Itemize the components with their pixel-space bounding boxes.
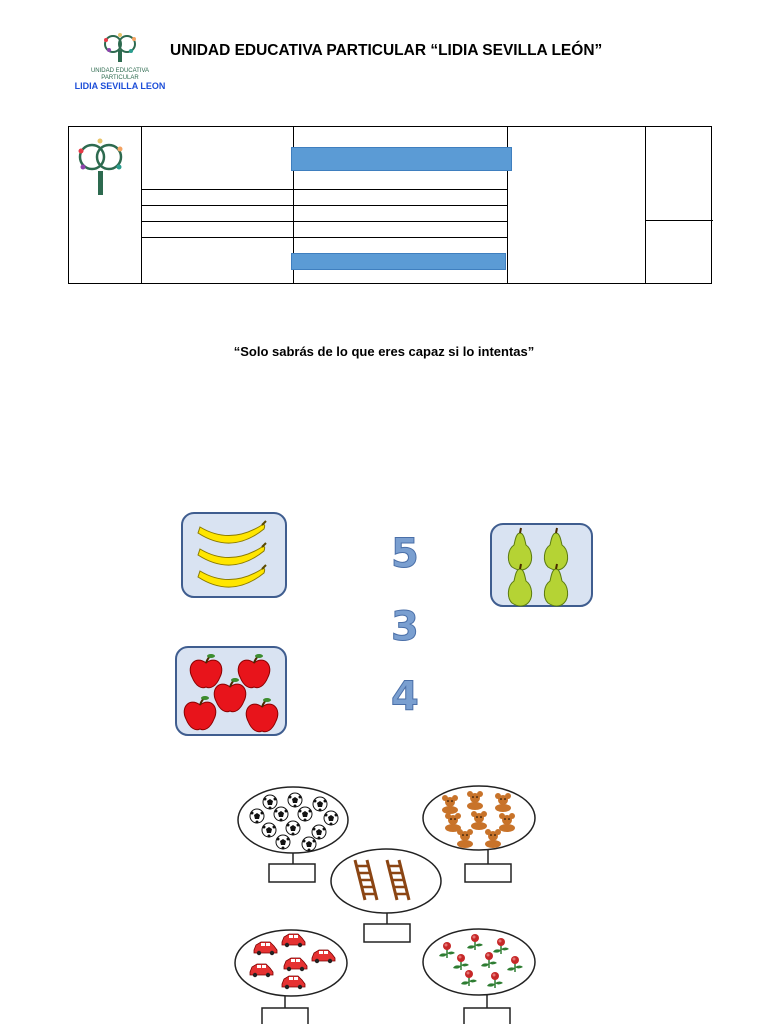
rose-group (423, 929, 535, 1024)
table-divider (141, 189, 507, 190)
table-divider (645, 220, 713, 221)
logo-text-2: PARTICULAR (101, 75, 139, 81)
ladder-group (331, 849, 441, 942)
motivational-quote: “Solo sabrás de lo que eres capaz si lo intentas” (233, 344, 535, 359)
table-divider (141, 237, 507, 238)
tree-logo-icon (104, 33, 136, 62)
table-divider (141, 205, 507, 206)
apple-card (176, 647, 286, 735)
header-blue-bar (291, 147, 512, 171)
answer-box[interactable] (269, 864, 315, 882)
teddy-bear-group (423, 786, 535, 882)
number-option: 4 (391, 674, 419, 720)
soccer-ball-icon (263, 795, 277, 810)
school-title: UNIDAD EDUCATIVA PARTICULAR “LIDIA SEVILLA LEÓN” (170, 42, 603, 59)
answer-box[interactable] (464, 1008, 510, 1024)
school-logo (65, 30, 177, 96)
soccer-ball-icon (288, 793, 302, 808)
number-option: 3 (391, 604, 419, 650)
count-match-exercise (170, 505, 610, 745)
soccer-ball-icon (250, 809, 264, 824)
logo-text-3: LIDIA SEVILLA LEON (74, 81, 166, 91)
soccer-ball-icon (312, 825, 326, 840)
soccer-ball-icon (313, 797, 327, 812)
soccer-ball-icon (298, 807, 312, 822)
soccer-ball-group (238, 787, 348, 882)
soccer-ball-icon (302, 837, 316, 852)
soccer-ball-icon (324, 811, 338, 826)
header-blue-bar (291, 253, 506, 270)
soccer-ball-icon (286, 821, 300, 836)
answer-box[interactable] (262, 1008, 308, 1024)
banana-card (182, 513, 286, 597)
soccer-ball-icon (276, 835, 290, 850)
car-group (235, 930, 347, 1024)
count-circles-exercise (225, 780, 545, 1024)
answer-box[interactable] (465, 864, 511, 882)
answer-box[interactable] (364, 924, 410, 942)
number-option: 5 (391, 531, 419, 577)
pear-card (491, 524, 592, 606)
tree-logo-icon (73, 137, 129, 199)
header-info-table (68, 126, 712, 284)
table-divider (141, 221, 507, 222)
table-divider (645, 127, 646, 283)
logo-text-1: UNIDAD EDUCATIVA (90, 68, 150, 74)
soccer-ball-icon (262, 823, 276, 838)
soccer-ball-icon (274, 807, 288, 822)
